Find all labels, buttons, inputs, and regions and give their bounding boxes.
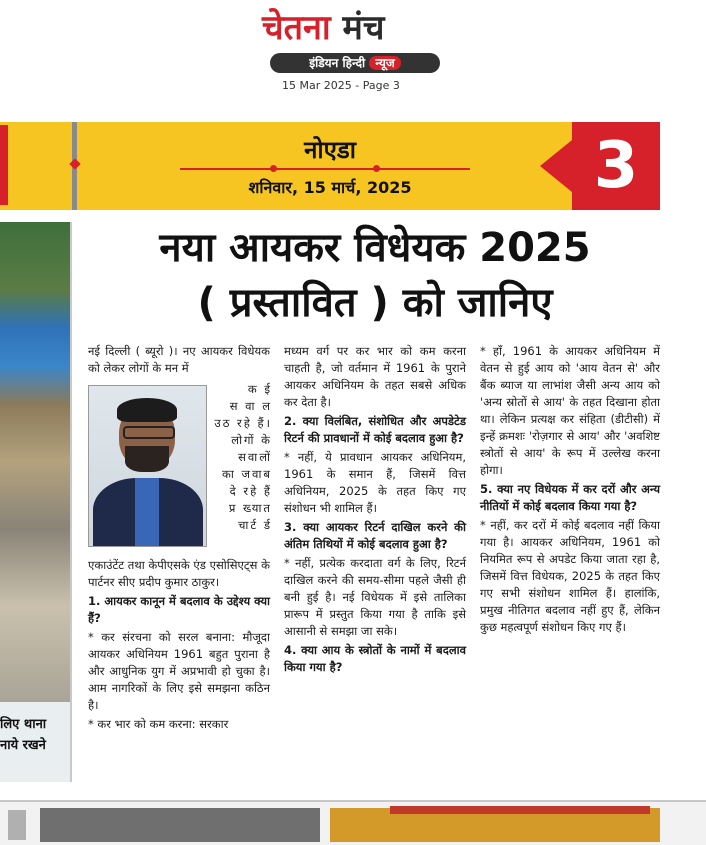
tagline-part2: न्यूज — [369, 56, 400, 70]
page-arrow-icon — [540, 140, 572, 192]
side-text-line: चार्ट र्ड — [238, 518, 272, 532]
tagline-part1: इंडियन हिन्दी — [309, 56, 366, 70]
answer-4: * हाँ, 1961 के आयकर अधिनियम में वेतन से हुई आय को 'आय वेतन से' और बैंक ब्याज या लाभांश जैसी अन्य आय को 'अन्य स्रोतों से आय' के तहत दिखाना होता था। लेकिन प्रत्यक्ष कर संहिता (डीटीसी) में इन्हें क्रमशः 'रोज़गार से आय' और 'अवशिष्ट स्त्रोतों से आय' के रूप में उल्लेख करना होगा। — [480, 344, 660, 477]
side-text-line: क ई — [247, 382, 272, 396]
newspaper-logo — [262, 8, 384, 48]
intro-end: एकाउंटेंट तथा केपीएसके एंड एसोसिएट्स के पार्टनर सीए प्रदीप कुमार ठाकुर। — [88, 558, 270, 589]
edition-date-page: 15 Mar 2025 - Page 3 — [282, 79, 400, 92]
section-date: शनिवार, 15 मार्च, 2025 — [248, 178, 412, 197]
article-column-3 — [480, 343, 660, 638]
headline-line2: ( प्रस्तावित ) को जानिए — [197, 280, 553, 326]
adjacent-caption-line1: लिए थाना — [0, 717, 47, 732]
column-2-start: मध्यम वर्ग पर कर भार को कम करना चाहती है, जो वर्तमान में 1961 के पुराने आयकर अधिनियम के तहत सबसे अधिक कर देता है। — [284, 344, 466, 409]
logo-word-chetna: चेतना — [262, 8, 331, 48]
photo-side-text — [214, 381, 272, 534]
answer-2: * नहीं, ये प्रावधान आयकर अधिनियम, 1961 के समान हैं, जिसमें वित्त अधिनियम, 2025 के तहत किए गए संशोधन भी शामिल हैं। — [284, 450, 466, 515]
question-5: 5. क्या नए विधेयक में कर दरों और अन्य नीतियों में कोई बदलाव किया गया है? — [480, 482, 660, 513]
rule-dot-icon — [373, 165, 380, 172]
answer-1: * कर संरचना को सरल बनाना: मौजूदा आयकर अधिनियम 1961 बहुत पुराना है और आधुनिक युग में अप्रभावी हो चुका है। आम नागरिकों के लिए इसे समझना कठिन है। — [88, 630, 270, 712]
answer-1b: * कर भार को कम करना: सरकार — [88, 717, 229, 731]
masthead — [0, 0, 706, 118]
side-text-line: सवालों — [238, 450, 272, 464]
bottom-photo-2 — [40, 808, 320, 842]
section-rule — [180, 168, 470, 170]
rule-dot-icon — [270, 165, 277, 172]
logo-tagline — [270, 53, 440, 73]
section-bar-left-accent — [0, 125, 8, 205]
question-2: 2. क्या विलंबित, संशोधित और अपडेटेड रिटर्न की प्रावधानों में कोई बदलाव हुआ है? — [284, 414, 466, 445]
article-column-1-lower — [88, 557, 270, 735]
answer-5: * नहीं, कर दरों में कोई बदलाव नहीं किया गया है। आयकर अधिनियम, 1961 को नियमित रूप से अपडेट किया जाता रहा है, जिसमें वित्त विधेयक, 2025 के तहत किए गए सभी संशोधन शामिल हैं। हालांकि, प्रमुख नीतिगत बदलाव नहीं हुए हैं, लेकिन कुछ महत्वपूर्ण संशोधन किए गए हैं। — [480, 518, 660, 634]
logo-word-manch: मंच — [342, 8, 385, 48]
section-city: नोएडा — [304, 136, 356, 164]
side-text-line: लोगों के — [231, 433, 272, 447]
article-column-2 — [284, 343, 466, 678]
side-text-line: उठ रहे हैं। — [214, 416, 272, 430]
question-1: 1. आयकर कानून में बदलाव के उद्देश्य क्या हैं? — [88, 594, 270, 625]
bottom-banner — [390, 806, 650, 814]
adjacent-article-strip — [0, 222, 72, 782]
headline-line1: नया आयकर विधेयक 2025 — [159, 225, 591, 271]
photo-glasses — [123, 426, 175, 439]
article-column-1 — [88, 343, 270, 379]
side-text-line: दे रहे हैं — [229, 484, 272, 498]
side-text-line: प्र ख्यात — [228, 501, 272, 515]
photo-hair — [117, 398, 177, 422]
bottom-photo-1 — [8, 810, 26, 840]
question-4: 4. क्या आय के स्त्रोतों के नामों में बदलाव किया गया है? — [284, 643, 466, 674]
bottom-adjacent-strip — [0, 800, 706, 845]
side-text-line: स वा ल — [229, 399, 272, 413]
photo-beard — [125, 446, 169, 472]
page-number: 3 — [572, 122, 660, 210]
adjacent-photo — [0, 222, 70, 702]
answer-3: * नहीं, प्रत्येक करदाता वर्ग के लिए, रिटर्न दाखिल करने की समय-सीमा पहले जैसी ही बनी हुई है। नई विधेयक में इसे तालिका प्रारूप में प्रस्तुत किया गया है ताकि इसे आसानी से समझा जा सके। — [284, 556, 466, 638]
photo-shirt — [135, 478, 159, 547]
article-headline — [86, 222, 664, 330]
author-photo — [88, 385, 207, 547]
adjacent-caption-line2: नाये रखने — [0, 738, 46, 753]
side-text-line: का जवाब — [222, 467, 272, 481]
question-3: 3. क्या आयकर रिटर्न दाखिल करने की अंतिम तिथियों में कोई बदलाव हुआ है? — [284, 520, 466, 551]
intro-start: नई दिल्ली ( ब्यूरो )। नए आयकर विधेयक को लेकर लोगों के मन में — [88, 344, 270, 375]
